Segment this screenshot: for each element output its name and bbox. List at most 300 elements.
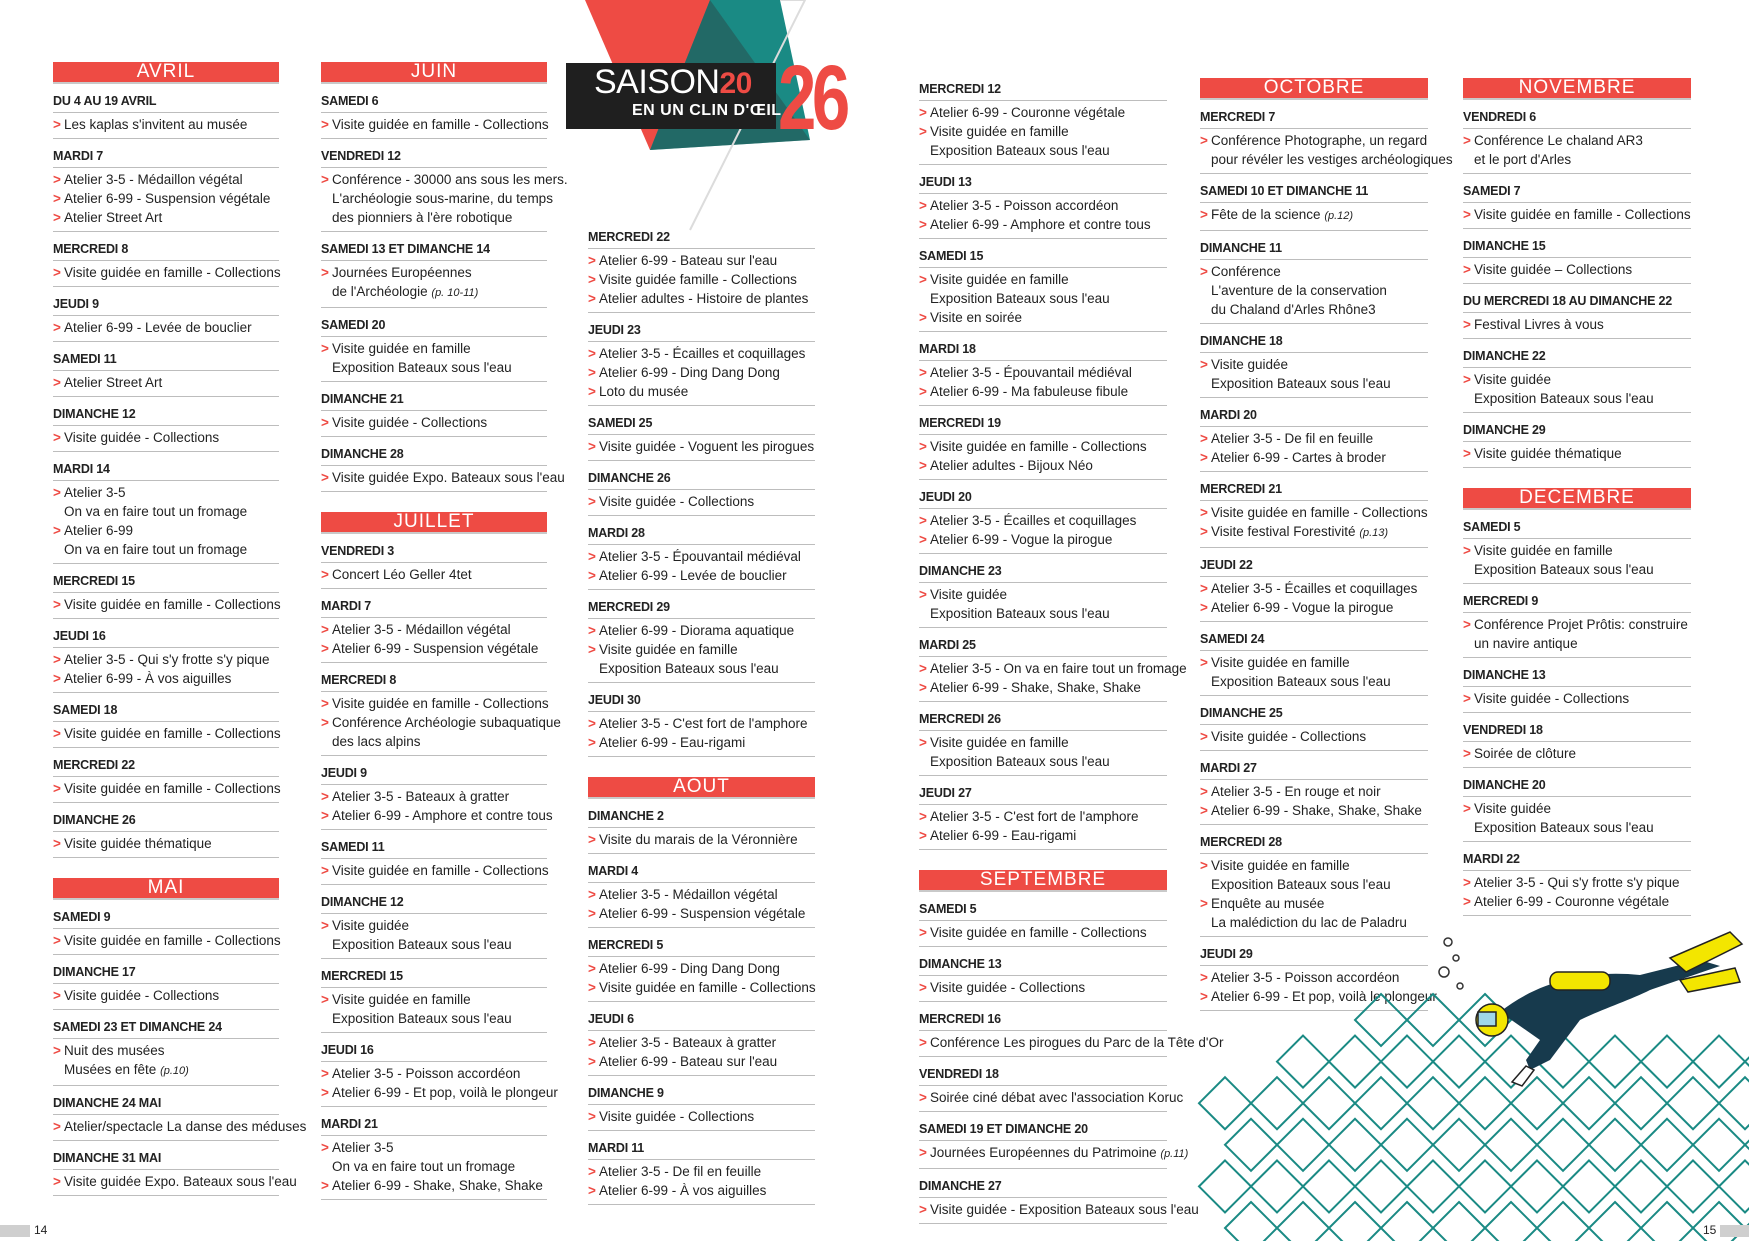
calendar-entry [53,90,279,139]
entry-date: DIMANCHE 31 MAI [53,1149,279,1170]
event-line: > Visite guidée famille - Collections [599,272,797,287]
column-4 [919,78,1224,1230]
event-line: Exposition Bateaux sous l'eau [1211,376,1391,391]
calendar-entry [1463,106,1691,174]
event-line: > Visite guidée en famille - Collections [64,726,281,741]
event-item [919,308,1167,327]
event-item [1200,727,1428,746]
event-item [1463,873,1691,892]
event-item [588,344,815,363]
event-line: > Atelier 6-99 - Ma fabuleuse fibule [930,384,1129,399]
event-item [53,669,279,688]
month-header: AVRIL [53,62,279,84]
calendar-entry [588,319,815,406]
entry-date: JEUDI 29 [1200,945,1428,966]
event-item [919,270,1167,308]
calendar-entry [321,762,553,830]
entry-date: SAMEDI 24 [1200,630,1428,651]
entry-date: MERCREDI 15 [321,967,547,988]
calendar-entry [1200,330,1428,398]
entry-date: SAMEDI 9 [53,908,279,929]
event-line: > Visite guidée Expo. Bateaux sous l'eau [332,470,565,485]
entry-date: SAMEDI 18 [53,701,279,722]
entry-date: MERCREDI 15 [53,572,279,593]
entry-date: JEUDI 6 [588,1010,815,1031]
event-item [919,826,1167,845]
calendar-entry [1463,516,1691,584]
event-line: > Atelier 6-99 - Amphore et contre tous [332,808,553,823]
column-3 [588,226,815,1211]
event-line: > Visite du marais de la Véronnière [599,832,798,847]
calendar-entry [321,669,561,756]
event-item [1200,653,1428,691]
event-line: > Atelier 6-99 - Suspension végétale [599,906,806,921]
entry-date: MARDI 22 [1463,850,1691,871]
event-line: > Atelier 3-5 - Qui s'y frotte s'y pique [1474,875,1680,890]
entry-date: JEUDI 23 [588,321,815,342]
event-line: > Visite guidée [930,587,1008,602]
event-line: > Conférence Photographe, un regard [1211,133,1428,148]
event-item [588,1107,815,1126]
event-item [919,733,1167,771]
event-line: > Atelier 3-5 - En rouge et noir [1211,784,1381,799]
entry-date: MARDI 25 [919,636,1167,657]
event-item [588,492,815,511]
calendar-entry [1200,106,1453,174]
event-item [53,170,279,189]
event-item [1463,615,1691,653]
event-item [1463,260,1691,279]
event-line: > Enquête au musée [1211,896,1325,911]
calendar-entry [1463,419,1691,468]
entry-date: DIMANCHE 17 [53,963,279,984]
event-line: > Visite guidée - Collections [599,494,755,509]
event-item [588,959,815,978]
event-line: > Visite guidée en famille [1211,858,1350,873]
column-2 [321,61,568,1206]
calendar-entry [53,1147,297,1196]
event-line: > Visite guidée en famille - Collections [64,933,281,948]
month-header: MAI [53,878,279,900]
entry-date: SAMEDI 11 [321,838,547,859]
calendar-entry [321,90,547,139]
calendar-entry [588,1137,815,1205]
event-item [321,861,547,880]
calendar-entry [919,171,1167,239]
event-item [1200,429,1428,448]
entry-date: MERCREDI 9 [1463,592,1691,613]
event-line: > Atelier 6-99 - Et pop, voilà le plongeur [332,1085,558,1100]
entry-date: DIMANCHE 29 [1463,421,1691,442]
event-line: > Visite guidée en famille - Collections [332,863,549,878]
entry-date: MERCREDI 8 [321,671,547,692]
calendar-entry [1200,702,1428,751]
calendar-entry [321,965,547,1033]
event-line: > Atelier 3-5 - De fil en feuille [599,1164,762,1179]
event-line: > Atelier 6-99 - Shake, Shake, Shake [332,1178,543,1193]
entry-date: DIMANCHE 9 [588,1084,815,1105]
event-line: > Visite guidée Expo. Bateaux sous l'eau [64,1174,297,1189]
event-item [919,122,1167,160]
event-line: Exposition Bateaux sous l'eau [1474,562,1654,577]
entry-date: SAMEDI 10 ET DIMANCHE 11 [1200,182,1428,203]
event-line: > Atelier 6-99 - Et pop, voilà le plongeur [1211,989,1437,1004]
event-item [321,787,547,806]
calendar-entry [321,443,565,492]
calendar-entry [321,145,568,232]
event-line: > Atelier 3-5 - De fil en feuille [1211,431,1374,446]
event-line: > Visite guidée en famille [930,124,1069,139]
event-item [588,640,815,678]
entry-date: DU MERCREDI 18 AU DIMANCHE 22 [1463,292,1691,313]
calendar-entry [53,403,279,452]
entry-date: SAMEDI 23 ET DIMANCHE 24 [53,1018,279,1039]
event-line: > Atelier 6-99 - Levée de bouclier [64,320,252,335]
entry-date: SAMEDI 19 ET DIMANCHE 20 [919,1120,1167,1141]
event-line: > Atelier 6-99 - Suspension végétale [64,191,271,206]
event-line: > Atelier 6-99 - Amphore et contre tous [930,217,1151,232]
event-item [321,115,547,134]
entry-date: MERCREDI 29 [588,598,815,619]
event-line: > Atelier 6-99 - Shake, Shake, Shake [1211,803,1422,818]
saison-title [594,62,752,104]
entry-date: MARDI 7 [53,147,279,168]
event-line: > Soirée de clôture [1474,746,1577,761]
event-item [321,620,547,639]
calendar-entry [919,1008,1224,1057]
event-line: > Conférence Archéologie subaquatique [332,715,561,730]
event-item [1200,503,1428,522]
event-line: > Visite guidée en famille - Collections [930,925,1147,940]
event-item [1463,541,1691,579]
calendar-entry [919,634,1187,702]
event-line: > Atelier/spectacle La danse des méduses [64,1119,307,1134]
entry-date: MERCREDI 5 [588,936,815,957]
event-item [53,318,279,337]
entry-date: MARDI 4 [588,862,815,883]
entry-date: JEUDI 27 [919,784,1167,805]
event-item [588,270,815,289]
event-line: > Visite guidée en famille [930,735,1069,750]
event-item [1200,598,1428,617]
event-line: > Atelier 6-99 - Ding Dang Dong [599,365,780,380]
saison-word: SAISON [594,63,720,101]
event-item [1463,744,1691,763]
event-line: > Visite guidée en famille - Collections [64,265,281,280]
event-line: > Fête de la science (p.12) [1211,207,1354,222]
calendar-entry [53,145,279,232]
event-item [919,382,1167,401]
event-item [53,1041,279,1081]
event-line: > Visite guidée thématique [1474,446,1622,461]
calendar-entry [919,1175,1199,1224]
event-item [1200,522,1428,543]
event-item [588,566,815,585]
event-item [588,978,815,997]
event-line: Exposition Bateaux sous l'eau [930,291,1110,306]
event-item [53,931,279,950]
event-item [321,1176,547,1195]
event-line: > Atelier 6-99 - Diorama aquatique [599,623,795,638]
entry-date: JEUDI 13 [919,173,1167,194]
event-line: > Conférence Les pirogues du Parc de la Tête d'Or [930,1035,1224,1050]
event-line: > Festival Livres à vous [1474,317,1604,332]
entry-date: SAMEDI 5 [919,900,1167,921]
event-item [588,289,815,308]
event-item [1200,262,1428,319]
event-line: > Visite guidée - Collections [64,430,220,445]
month-header: AOUT [588,777,815,799]
event-line: On va en faire tout un fromage [64,504,248,519]
calendar-entry [919,782,1167,850]
calendar-entry [53,238,279,287]
event-line: > Atelier 6-99 - Vogue la pirogue [1211,600,1394,615]
event-line: > Visite guidée en famille [332,341,471,356]
event-line: Exposition Bateaux sous l'eau [332,937,512,952]
event-item [321,990,547,1028]
event-item [1200,355,1428,393]
event-line: > Atelier adultes - Histoire de plantes [599,291,809,306]
entry-date: MERCREDI 28 [1200,833,1428,854]
event-item [1463,205,1691,224]
event-line: des pionniers à l'ère robotique [332,210,513,225]
event-line: > Visite guidée - Collections [64,988,220,1003]
calendar-entry [1463,345,1691,413]
entry-date: JEUDI 30 [588,691,815,712]
event-line: > Visite guidée en famille - Collections [64,781,281,796]
event-line: > Atelier 3-5 - Qui s'y frotte s'y pique [64,652,270,667]
event-item [919,678,1167,697]
event-line: > Atelier 3-5 - Bateaux à gratter [332,789,510,804]
calendar-entry [53,1016,279,1086]
event-item [588,621,815,640]
entry-date: DIMANCHE 12 [321,893,547,914]
event-line: pour révéler les vestiges archéologiques [1211,152,1453,167]
event-line: > Atelier 6-99 - Vogue la pirogue [930,532,1113,547]
event-line: > Visite guidée en famille - Collections [332,696,549,711]
entry-date: SAMEDI 25 [588,414,815,435]
entry-date: JEUDI 16 [321,1041,547,1062]
event-line: > Visite guidée en famille [1474,543,1613,558]
event-line: > Atelier 3-5 - Poisson accordéon [332,1066,521,1081]
event-line: > Atelier 6-99 - Bateau sur l'eau [599,253,778,268]
event-line: > Visite guidée - Collections [332,415,488,430]
calendar-entry [1200,554,1428,622]
entry-date: SAMEDI 5 [1463,518,1691,539]
calendar-entry [919,953,1167,1002]
calendar-entry [919,560,1167,628]
event-line: > Conférence Le chaland AR3 [1474,133,1643,148]
calendar-entry [321,314,547,382]
calendar-entry [53,699,279,748]
event-line: > Visite guidée - Voguent les pirogues [599,439,815,454]
calendar-entry [53,458,279,564]
event-line: > Atelier 3-5 - Bateaux à gratter [599,1035,777,1050]
year-big: 26 [778,47,846,149]
calendar-entry [321,891,547,959]
month-header: OCTOBRE [1200,78,1428,100]
event-item [53,208,279,227]
event-item [321,916,547,954]
event-line: > Visite guidée en famille - Collections [599,980,816,995]
event-item [321,339,547,377]
entry-date: MERCREDI 21 [1200,480,1428,501]
entry-date: MARDI 18 [919,340,1167,361]
calendar-entry [919,1118,1189,1169]
event-item [53,779,279,798]
entry-date: MARDI 11 [588,1139,815,1160]
entry-date: MERCREDI 22 [588,228,815,249]
calendar-entry [919,78,1167,165]
calendar-entry [53,293,279,342]
event-item [1200,205,1428,226]
entry-date: MERCREDI 12 [919,80,1167,101]
calendar-entry [919,1063,1184,1112]
month-header: SEPTEMBRE [919,870,1167,892]
event-line: Exposition Bateaux sous l'eau [1474,820,1654,835]
event-line: > Atelier 3-5 [64,485,126,500]
calendar-entry [1200,628,1428,696]
event-line: Exposition Bateaux sous l'eau [1474,391,1654,406]
entry-date: DIMANCHE 20 [1463,776,1691,797]
calendar-entry [53,625,279,693]
event-line: > Visite guidée - Collections [599,1109,755,1124]
event-item [588,830,815,849]
month-header: NOVEMBRE [1463,78,1691,100]
calendar-entry [588,1082,815,1131]
entry-date: VENDREDI 3 [321,542,547,563]
event-item [1463,315,1691,334]
entry-date: DIMANCHE 11 [1200,239,1428,260]
event-line: > Atelier 3-5 - Poisson accordéon [1211,970,1400,985]
event-item [919,511,1167,530]
event-line: > Atelier 3-5 - Écailles et coquillages [1211,581,1418,596]
event-line: > Atelier 6-99 - À vos aiguilles [64,671,232,686]
event-item [53,595,279,614]
event-item [321,170,568,227]
event-item [588,382,815,401]
event-line: > Atelier 6-99 - Levée de bouclier [599,568,787,583]
event-item [53,428,279,447]
event-line: > Visite guidée [1474,372,1552,387]
calendar-entry [321,388,547,437]
event-line: > Visite guidée thématique [64,836,212,851]
calendar-entry [1463,664,1691,713]
entry-date: MERCREDI 16 [919,1010,1167,1031]
entry-date: JEUDI 9 [53,295,279,316]
event-line: Exposition Bateaux sous l'eau [332,1011,512,1026]
calendar-entry [321,1113,547,1200]
entry-date: DIMANCHE 18 [1200,332,1428,353]
event-item [321,806,553,825]
event-line: > Visite guidée en famille [332,992,471,1007]
event-item [53,1172,297,1191]
event-item [321,713,561,751]
event-item [919,456,1167,475]
event-line: du Chaland d'Arles Rhône3 [1211,302,1376,317]
entry-date: DIMANCHE 26 [588,469,815,490]
calendar-entry [1463,235,1691,284]
calendar-entry [1463,848,1691,916]
event-line: > Atelier 6-99 [64,523,134,538]
diver-illustration [1430,920,1749,1090]
calendar-entry [1463,180,1691,229]
event-item [1200,968,1428,987]
entry-date: SAMEDI 15 [919,247,1167,268]
entry-date: DIMANCHE 23 [919,562,1167,583]
event-line: L'archéologie sous-marine, du temps [332,191,553,206]
event-line: > Atelier adultes - Bijoux Néo [930,458,1093,473]
event-item [919,923,1167,942]
event-line: > Atelier 3-5 - Médaillon végétal [64,172,243,187]
event-line: > Conférence [1211,264,1281,279]
calendar-entry [1463,590,1691,658]
event-line: > Soirée ciné débat avec l'association Koruc [930,1090,1184,1105]
entry-date: DIMANCHE 12 [53,405,279,426]
event-line: > Visite guidée - Collections [930,980,1086,995]
calendar-entry [1200,757,1428,825]
calendar-entry [588,1008,815,1076]
entry-date: MARDI 20 [1200,406,1428,427]
calendar-entry [588,522,815,590]
calendar-entry [53,754,279,803]
entry-date: MARDI 28 [588,524,815,545]
event-line: > Atelier 3-5 - Écailles et coquillages [599,346,806,361]
calendar-entry [919,898,1167,947]
event-item [321,565,547,584]
event-line: et le port d'Arles [1474,152,1572,167]
page-number-right: 15 [1703,1223,1717,1237]
entry-date: DIMANCHE 27 [919,1177,1167,1198]
calendar-entry [588,689,815,757]
entry-date: DU 4 AU 19 AVRIL [53,92,279,113]
event-item [53,834,279,853]
event-line: > Conférence - 30000 ans sous les mers. [332,172,568,187]
event-item [588,437,815,456]
event-line: Exposition Bateaux sous l'eau [599,661,779,676]
calendar-entry [919,412,1167,480]
event-item [919,530,1167,549]
event-item [53,373,279,392]
calendar-entry [53,906,279,955]
event-item [588,733,815,752]
calendar-entry [588,467,815,516]
entry-date: SAMEDI 6 [321,92,547,113]
column-6 [1463,78,1691,922]
event-item [919,585,1167,623]
entry-date: DIMANCHE 24 MAI [53,1094,279,1115]
event-item [321,1138,547,1176]
event-item [321,468,565,487]
event-item [1463,444,1691,463]
event-line: > Atelier 6-99 - Couronne végétale [1474,894,1670,909]
calendar-entry [1463,719,1691,768]
event-line: > Visite guidée - Collections [1211,729,1367,744]
entry-date: DIMANCHE 15 [1463,237,1691,258]
event-item [588,1033,815,1052]
event-line: > Atelier 3-5 - Médaillon végétal [599,887,778,902]
calendar-entry [588,805,815,854]
event-item [321,413,547,432]
entry-date: DIMANCHE 2 [588,807,815,828]
event-line: > Visite guidée en famille - Collections [1211,505,1428,520]
event-line: > Atelier 6-99 - Shake, Shake, Shake [930,680,1141,695]
event-item [1463,799,1691,837]
event-item [919,437,1167,456]
event-line: de l'Archéologie (p. 10-11) [332,284,479,299]
event-item [588,904,815,923]
event-line: > Nuit des musées [64,1043,165,1058]
